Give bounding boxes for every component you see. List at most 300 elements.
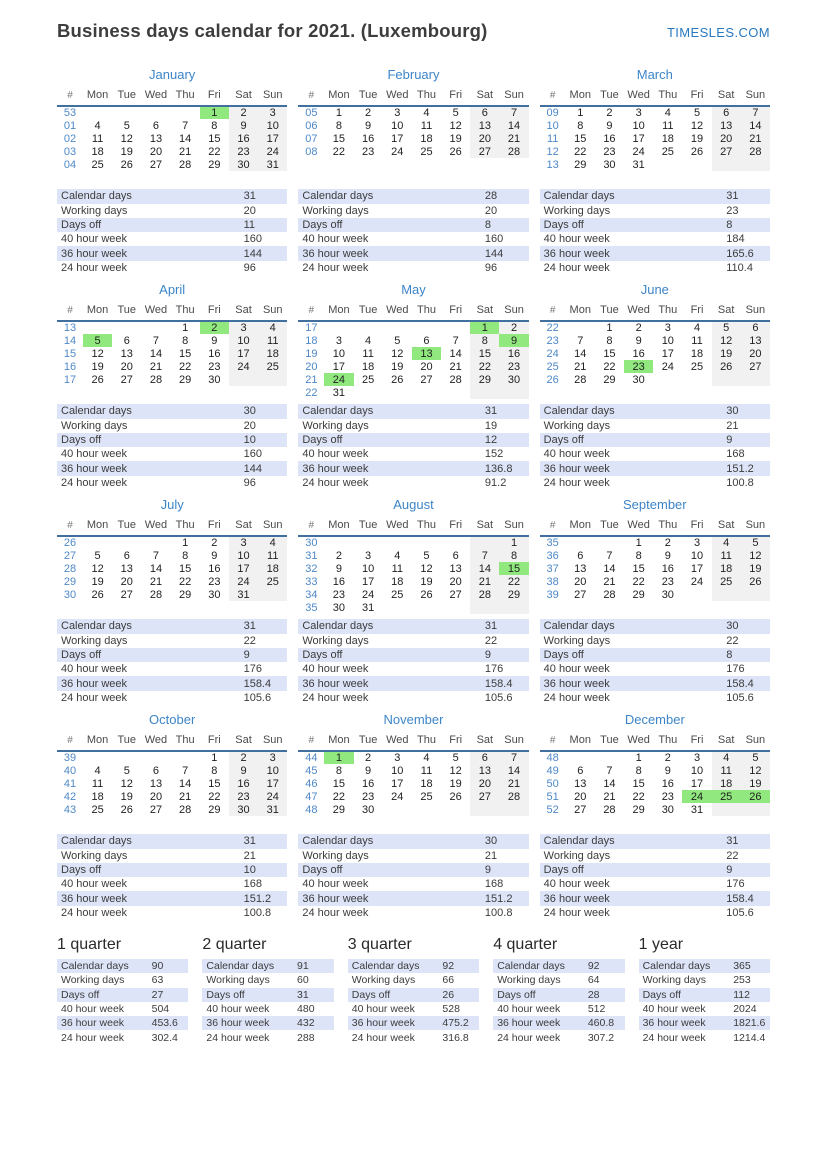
summary-title: 2 quarter bbox=[202, 936, 267, 953]
day-cell bbox=[412, 536, 441, 549]
day-cell: 20 bbox=[574, 790, 587, 803]
day-cell: 10 bbox=[391, 119, 404, 132]
month-stats-table bbox=[57, 189, 287, 275]
day-cell: 7 bbox=[152, 334, 160, 347]
stat-value: 307.2 bbox=[587, 1031, 615, 1044]
day-cell: 7 bbox=[499, 751, 528, 764]
week-row bbox=[57, 334, 287, 347]
stat-value: 288 bbox=[297, 1031, 315, 1044]
day-cell bbox=[566, 321, 595, 334]
week-row bbox=[540, 360, 770, 373]
day-header-sat: Sat bbox=[229, 518, 258, 536]
day-cell: 5 bbox=[712, 321, 741, 334]
months-grid bbox=[57, 67, 770, 920]
stat-label: 36 hour week bbox=[543, 892, 610, 905]
stat-value: 112 bbox=[733, 988, 750, 1001]
stat-value: 92 bbox=[442, 960, 455, 973]
day-cell: 31 bbox=[258, 158, 287, 171]
day-cell: 2 bbox=[664, 537, 671, 549]
day-cell: 6 bbox=[577, 764, 584, 777]
stat-label: Calendar days bbox=[543, 620, 615, 633]
stat-value: 475.2 bbox=[442, 1017, 469, 1030]
day-header-mon: Mon bbox=[83, 518, 112, 536]
stat-label: 36 hour week bbox=[61, 247, 128, 260]
day-cell: 20 bbox=[470, 132, 499, 145]
day-cell: 23 bbox=[361, 790, 375, 803]
month-title: August bbox=[393, 497, 434, 512]
day-cell: 7 bbox=[182, 119, 189, 132]
holiday-day-cell: 15 bbox=[499, 562, 528, 575]
week-row bbox=[540, 588, 770, 601]
day-cell: 1 bbox=[182, 322, 189, 334]
week-row bbox=[298, 536, 528, 549]
stats-row bbox=[540, 218, 770, 232]
day-cell: 12 bbox=[741, 764, 770, 777]
day-cell: 31 bbox=[332, 386, 346, 399]
day-cell: 27 bbox=[712, 145, 741, 158]
day-cell: 27 bbox=[470, 145, 499, 158]
stats-row bbox=[202, 973, 333, 987]
week-number: 34 bbox=[305, 588, 318, 601]
stat-value: 105.6 bbox=[243, 691, 272, 704]
stat-label: 36 hour week bbox=[497, 1017, 561, 1030]
day-cell bbox=[653, 373, 682, 386]
stat-label: 24 hour week bbox=[302, 476, 369, 489]
stat-value: 28 bbox=[587, 988, 600, 1001]
day-cell: 8 bbox=[211, 764, 218, 777]
week-number: 38 bbox=[546, 575, 559, 588]
day-header-mon: Mon bbox=[324, 518, 353, 536]
day-header-thu: Thu bbox=[171, 733, 200, 751]
month-stats-table bbox=[298, 834, 528, 920]
day-cell: 30 bbox=[208, 373, 221, 386]
day-cell: 29 bbox=[179, 588, 192, 601]
calendar-table bbox=[298, 88, 528, 158]
summary-stats-table bbox=[348, 959, 479, 1045]
stats-row bbox=[540, 619, 770, 633]
day-cell: 14 bbox=[741, 119, 770, 132]
day-cell: 11 bbox=[391, 562, 403, 575]
day-cell: 14 bbox=[499, 119, 528, 132]
stats-row bbox=[493, 1002, 624, 1016]
stat-value: 158.4 bbox=[243, 677, 272, 690]
week-number: 15 bbox=[63, 347, 77, 360]
day-cell: 12 bbox=[91, 347, 104, 360]
stat-value: 30 bbox=[726, 405, 739, 418]
month-june bbox=[540, 282, 770, 490]
day-cell: 1 bbox=[635, 537, 642, 549]
day-cell: 30 bbox=[661, 803, 674, 816]
month-may bbox=[298, 282, 528, 490]
stats-row bbox=[57, 261, 287, 275]
stat-label: Working days bbox=[61, 419, 128, 432]
day-cell: 7 bbox=[152, 549, 160, 562]
stat-label: Calendar days bbox=[61, 620, 132, 633]
day-cell: 15 bbox=[470, 347, 499, 360]
day-cell: 12 bbox=[120, 132, 133, 145]
week-row bbox=[298, 386, 528, 399]
stat-value: 20 bbox=[484, 204, 498, 217]
day-cell: 18 bbox=[258, 347, 287, 360]
stat-label: 40 hour week bbox=[302, 233, 369, 246]
calendar-table bbox=[57, 303, 287, 386]
day-cell: 22 bbox=[499, 575, 528, 588]
week-number: 14 bbox=[63, 334, 77, 347]
day-cell: 27 bbox=[741, 360, 770, 373]
day-cell: 2 bbox=[365, 107, 372, 119]
weekday-header-row bbox=[540, 303, 770, 321]
calendar-table bbox=[540, 518, 770, 601]
day-cell: 21 bbox=[470, 575, 499, 588]
day-cell bbox=[712, 158, 741, 171]
holiday-day-cell: 5 bbox=[83, 334, 112, 347]
day-cell: 18 bbox=[91, 145, 104, 158]
stats-row bbox=[57, 877, 287, 891]
month-stats-table bbox=[540, 834, 770, 920]
calendar-table bbox=[540, 733, 770, 816]
day-cell: 26 bbox=[120, 158, 133, 171]
stat-value: 160 bbox=[484, 233, 504, 246]
stat-value: 512 bbox=[587, 1003, 606, 1016]
stats-row bbox=[57, 419, 287, 433]
stat-value: 26 bbox=[442, 988, 455, 1001]
day-cell: 16 bbox=[229, 132, 258, 145]
stat-value: 110.4 bbox=[726, 261, 753, 274]
page-header bbox=[57, 20, 770, 60]
day-cell: 12 bbox=[741, 549, 770, 562]
stat-label: 40 hour week bbox=[302, 878, 369, 891]
site-link[interactable]: TIMESLES.COM bbox=[666, 25, 770, 40]
day-cell: 7 bbox=[452, 334, 459, 347]
stat-value: 144 bbox=[243, 247, 262, 260]
month-stats-table bbox=[298, 619, 528, 705]
stat-value: 100.8 bbox=[243, 906, 272, 919]
day-cell: 13 bbox=[149, 132, 163, 145]
day-cell: 3 bbox=[365, 549, 372, 562]
day-cell: 18 bbox=[690, 347, 704, 360]
day-cell: 17 bbox=[361, 575, 375, 588]
day-cell bbox=[499, 803, 528, 816]
week-number: 19 bbox=[305, 347, 318, 360]
week-col-header: # bbox=[540, 518, 566, 536]
day-cell: 17 bbox=[332, 360, 346, 373]
stat-label: Calendar days bbox=[642, 960, 711, 973]
stats-row bbox=[348, 973, 479, 987]
day-cell: 19 bbox=[449, 777, 462, 790]
day-cell: 3 bbox=[335, 334, 342, 347]
day-cell: 8 bbox=[499, 549, 528, 562]
stats-row bbox=[493, 973, 624, 987]
day-cell bbox=[141, 106, 170, 119]
day-cell: 10 bbox=[332, 347, 346, 360]
week-col-header: # bbox=[298, 518, 324, 536]
stats-row bbox=[57, 634, 287, 648]
day-header-fri: Fri bbox=[200, 303, 229, 321]
day-cell: 1 bbox=[182, 537, 189, 549]
day-cell: 5 bbox=[123, 764, 130, 777]
day-header-tue: Tue bbox=[354, 88, 383, 106]
week-row bbox=[57, 158, 287, 171]
weekday-header-row bbox=[540, 733, 770, 751]
week-row bbox=[540, 373, 770, 386]
day-cell: 8 bbox=[182, 549, 189, 562]
day-header-sat: Sat bbox=[712, 88, 741, 106]
day-cell: 24 bbox=[391, 790, 404, 803]
day-cell bbox=[412, 386, 441, 399]
stat-value: 144 bbox=[243, 462, 262, 475]
week-number: 17 bbox=[305, 322, 318, 334]
stat-value: 1214.4 bbox=[733, 1031, 766, 1044]
day-cell: 25 bbox=[690, 360, 704, 373]
stat-label: Working days bbox=[61, 974, 125, 987]
stats-row bbox=[57, 906, 287, 920]
stat-value: 158.4 bbox=[484, 677, 513, 690]
stat-label: 36 hour week bbox=[302, 892, 369, 905]
stats-row bbox=[493, 1030, 624, 1044]
calendar-table bbox=[540, 303, 770, 386]
weekday-header-row bbox=[298, 733, 528, 751]
day-cell: 16 bbox=[332, 575, 346, 588]
day-cell: 5 bbox=[741, 536, 770, 549]
day-cell: 10 bbox=[229, 549, 258, 562]
day-cell: 15 bbox=[179, 562, 192, 575]
day-header-thu: Thu bbox=[653, 518, 682, 536]
day-header-sun: Sun bbox=[258, 518, 287, 536]
day-cell: 11 bbox=[420, 764, 433, 777]
stat-label: 40 hour week bbox=[642, 1003, 706, 1016]
stat-value: 31 bbox=[484, 405, 498, 418]
stats-row bbox=[298, 648, 528, 662]
day-cell: 31 bbox=[690, 803, 704, 816]
stat-label: Days off bbox=[543, 433, 584, 446]
day-cell: 29 bbox=[179, 373, 192, 386]
day-cell: 8 bbox=[470, 334, 499, 347]
stat-label: Days off bbox=[351, 988, 391, 1001]
day-cell bbox=[324, 536, 353, 549]
stat-label: Days off bbox=[543, 648, 584, 661]
stat-label: 24 hour week bbox=[61, 691, 128, 704]
day-header-tue: Tue bbox=[112, 518, 141, 536]
day-cell bbox=[499, 386, 528, 399]
stats-row bbox=[348, 988, 479, 1002]
week-number: 09 bbox=[546, 107, 559, 119]
day-header-sun: Sun bbox=[258, 303, 287, 321]
stats-row bbox=[57, 461, 287, 475]
stats-row bbox=[540, 849, 770, 863]
stat-label: 24 hour week bbox=[206, 1031, 270, 1044]
stat-value: 176 bbox=[243, 663, 262, 676]
stats-row bbox=[57, 662, 287, 676]
day-header-wed: Wed bbox=[141, 733, 170, 751]
stats-row bbox=[540, 189, 770, 203]
day-cell: 11 bbox=[420, 119, 433, 132]
day-cell: 15 bbox=[603, 347, 616, 360]
month-title: July bbox=[160, 497, 184, 512]
day-header-mon: Mon bbox=[324, 303, 353, 321]
stat-value: 31 bbox=[243, 620, 256, 633]
day-cell: 9 bbox=[606, 119, 613, 132]
stat-label: 24 hour week bbox=[543, 691, 610, 704]
month-title: February bbox=[387, 67, 440, 82]
month-november bbox=[298, 712, 528, 920]
day-cell: 7 bbox=[577, 334, 584, 347]
week-number: 11 bbox=[546, 132, 559, 145]
stat-value: 504 bbox=[151, 1003, 170, 1016]
day-cell: 5 bbox=[693, 107, 701, 119]
stats-row bbox=[57, 648, 287, 662]
day-cell: 13 bbox=[741, 334, 770, 347]
day-header-fri: Fri bbox=[682, 88, 711, 106]
stat-value: 158.4 bbox=[726, 677, 754, 690]
day-cell bbox=[141, 751, 170, 764]
day-cell: 24 bbox=[632, 145, 645, 158]
weekday-header-row bbox=[540, 518, 770, 536]
stat-label: Working days bbox=[61, 634, 128, 647]
day-cell: 6 bbox=[123, 549, 130, 562]
day-cell: 17 bbox=[661, 347, 674, 360]
day-cell: 28 bbox=[449, 373, 462, 386]
day-cell: 14 bbox=[499, 764, 528, 777]
calendar-table bbox=[298, 303, 528, 399]
stat-label: 24 hour week bbox=[302, 906, 369, 919]
stat-label: 40 hour week bbox=[61, 878, 128, 891]
day-header-sat: Sat bbox=[470, 733, 499, 751]
day-cell: 6 bbox=[152, 119, 160, 132]
day-header-thu: Thu bbox=[653, 88, 682, 106]
week-row bbox=[298, 334, 528, 347]
day-cell: 6 bbox=[123, 334, 130, 347]
day-cell bbox=[566, 536, 595, 549]
day-cell: 27 bbox=[574, 588, 587, 601]
day-cell: 22 bbox=[332, 145, 346, 158]
day-header-sun: Sun bbox=[741, 518, 770, 536]
day-cell: 8 bbox=[335, 119, 342, 132]
stats-row bbox=[298, 634, 528, 648]
week-row bbox=[540, 158, 770, 171]
stats-row bbox=[348, 1030, 479, 1044]
stat-value: 9 bbox=[484, 648, 492, 661]
day-header-thu: Thu bbox=[171, 88, 200, 106]
day-cell: 20 bbox=[449, 575, 462, 588]
day-cell: 23 bbox=[229, 790, 258, 803]
stat-label: 36 hour week bbox=[61, 677, 128, 690]
stats-row bbox=[540, 261, 770, 275]
day-cell: 17 bbox=[391, 777, 404, 790]
stats-row bbox=[298, 891, 528, 905]
day-cell: 25 bbox=[712, 575, 741, 588]
week-number: 07 bbox=[305, 132, 318, 145]
week-number: 01 bbox=[63, 119, 77, 132]
day-cell: 16 bbox=[603, 132, 616, 145]
stat-value: 91.2 bbox=[484, 476, 507, 489]
day-cell: 28 bbox=[574, 373, 587, 386]
day-cell: 10 bbox=[229, 334, 258, 347]
stats-row bbox=[540, 419, 770, 433]
day-cell: 16 bbox=[361, 132, 375, 145]
day-cell bbox=[566, 751, 595, 764]
stat-value: 21 bbox=[484, 849, 498, 862]
day-cell: 15 bbox=[632, 777, 645, 790]
day-cell: 24 bbox=[258, 145, 287, 158]
stats-row bbox=[57, 863, 287, 877]
day-cell bbox=[741, 803, 770, 816]
day-header-mon: Mon bbox=[566, 303, 595, 321]
stat-value: 168 bbox=[243, 878, 262, 891]
day-cell bbox=[470, 386, 499, 399]
stats-row bbox=[57, 433, 287, 447]
day-cell: 9 bbox=[335, 562, 342, 575]
stat-value: 22 bbox=[726, 849, 739, 862]
stats-row bbox=[298, 676, 528, 690]
week-number: 52 bbox=[546, 803, 559, 816]
summary-title: 4 quarter bbox=[493, 936, 558, 953]
stat-value: 176 bbox=[484, 663, 504, 676]
week-number: 13 bbox=[546, 158, 559, 171]
stat-value: 21 bbox=[726, 419, 739, 432]
week-row bbox=[298, 373, 528, 386]
stat-label: Working days bbox=[497, 974, 561, 987]
day-cell: 10 bbox=[632, 119, 645, 132]
stats-row bbox=[57, 1030, 188, 1044]
stats-row bbox=[540, 662, 770, 676]
week-col-header: # bbox=[298, 303, 324, 321]
day-cell: 21 bbox=[603, 575, 616, 588]
day-cell: 12 bbox=[120, 777, 133, 790]
stat-label: 24 hour week bbox=[302, 261, 369, 274]
week-number: 50 bbox=[546, 777, 559, 790]
stats-row bbox=[540, 433, 770, 447]
stat-value: 23 bbox=[726, 204, 739, 217]
day-cell: 17 bbox=[229, 562, 258, 575]
week-number: 30 bbox=[63, 588, 77, 601]
stats-row bbox=[298, 261, 528, 275]
week-number: 43 bbox=[63, 803, 77, 816]
day-cell: 27 bbox=[120, 373, 133, 386]
month-stats-table bbox=[298, 189, 528, 275]
day-cell bbox=[712, 588, 741, 601]
day-cell: 2 bbox=[211, 537, 218, 549]
stat-label: Days off bbox=[61, 433, 102, 446]
day-cell: 19 bbox=[690, 132, 704, 145]
day-cell: 9 bbox=[635, 334, 642, 347]
stat-label: Working days bbox=[543, 849, 611, 862]
day-cell: 17 bbox=[258, 777, 287, 790]
week-number: 16 bbox=[63, 360, 77, 373]
month-title: November bbox=[383, 712, 444, 727]
week-number: 49 bbox=[546, 764, 559, 777]
summary-title: 1 year bbox=[638, 936, 684, 953]
day-header-fri: Fri bbox=[682, 303, 711, 321]
month-august bbox=[298, 497, 528, 705]
day-cell: 6 bbox=[423, 334, 430, 347]
day-header-fri: Fri bbox=[200, 88, 229, 106]
week-row bbox=[298, 549, 528, 562]
weekday-header-row bbox=[298, 88, 528, 106]
day-cell: 27 bbox=[470, 790, 499, 803]
day-header-sun: Sun bbox=[499, 88, 528, 106]
week-number: 17 bbox=[63, 373, 77, 386]
stat-label: 36 hour week bbox=[206, 1017, 270, 1030]
holiday-day-cell: 24 bbox=[682, 790, 711, 803]
stat-value: 31 bbox=[484, 620, 498, 633]
week-row bbox=[57, 803, 287, 816]
day-cell bbox=[83, 751, 112, 764]
stats-row bbox=[57, 834, 287, 848]
day-cell: 16 bbox=[208, 347, 221, 360]
week-number: 36 bbox=[546, 549, 559, 562]
stat-label: 36 hour week bbox=[61, 1017, 125, 1030]
day-cell: 24 bbox=[690, 575, 704, 588]
